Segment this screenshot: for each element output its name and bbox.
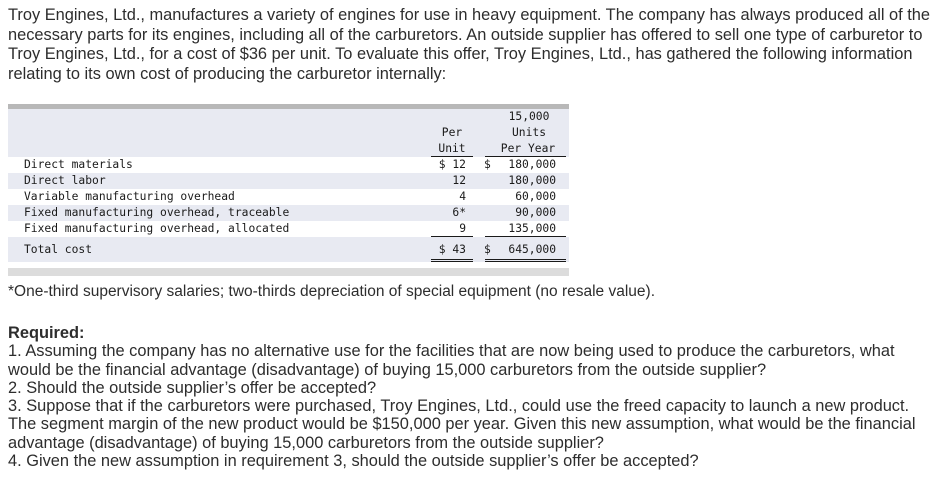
row-per-unit: $ 12 [438,158,466,171]
row-label: Direct labor [24,174,106,187]
table-row [8,205,569,221]
question-3: 3. Suppose that if the carburetors were purchased, Troy Engines, Ltd., could use the freed capacity to launch a new product. The segment margin of the new product would be $150,000 per year. Given this new assumption, what would be the financial advantage (disadvantage) of buying 15,000 carburetors from the outside supplier? [8,397,916,452]
row-per-year: 90,000 [515,206,556,219]
total-double-underline-year-2 [485,261,566,262]
problem-intro-text: Troy Engines, Ltd., manufactures a variety of engines for use in heavy equipment. The company has always produced all of the necessary parts for its engines, including all of the carburetors. An outside supplier has offered to sell one type of carburetor to Troy Engines, Ltd., for a cost of $36 per unit. To evaluate this offer, Troy Engines, Ltd., has gathered the following information relating to its own cost of producing the carburetor internally: [8,6,931,83]
required-heading: Required: [8,324,85,342]
row-per-unit: 12 [452,174,466,187]
row-per-unit: 6* [452,206,466,219]
total-double-underline-unit-1 [431,259,473,260]
header-year-quantity: 15,000 [508,110,550,123]
cost-table [8,104,569,276]
question-1: 1. Assuming the company has no alternative use for the facilities that are now being used to produce the carburetors, what would be the financial advantage (disadvantage) of buying 15,000 carburetors from the outside supplier? [8,342,895,379]
row-dollar-sign: $ [484,158,491,171]
header-per-unit-line2: Unit [438,142,466,155]
row-per-unit: 9 [459,222,466,235]
table-row [8,189,569,205]
row-label: Fixed manufacturing overhead, traceable [24,206,290,219]
row-per-year: 135,000 [508,222,556,235]
question-4: 4. Given the new assumption in requirement 3, should the outside supplier’s offer be accepted? [8,452,699,471]
row-per-year: 180,000 [508,174,556,187]
table-row [8,173,569,189]
total-per-unit: $ 43 [438,243,466,256]
row-per-year: 180,000 [508,158,556,171]
total-per-year: 645,000 [508,243,556,256]
header-per-unit-line1: Per [441,126,463,139]
table-total-row [8,242,569,258]
table-row [8,221,569,237]
row-per-unit: 4 [459,190,466,203]
total-double-underline-unit-2 [431,261,473,262]
required-section [8,324,934,470]
total-label: Total cost [24,243,93,256]
row-per-year: 60,000 [515,190,556,203]
total-double-underline-year-1 [485,259,566,260]
table-footnote: *One-third supervisory salaries; two-thirds depreciation of special equipment (no resale value). [8,283,656,300]
table-bottom-bar [8,268,569,276]
header-year-units: Units [511,126,546,139]
row-label: Fixed manufacturing overhead, allocated [24,222,290,235]
row-label: Variable manufacturing overhead [24,190,235,203]
header-per-year: Per Year [500,142,556,155]
table-row [8,157,569,173]
question-2: 2. Should the outside supplier’s offer be accepted? [8,378,377,397]
total-dollar-sign: $ [484,243,491,256]
row-label: Direct materials [24,158,133,171]
